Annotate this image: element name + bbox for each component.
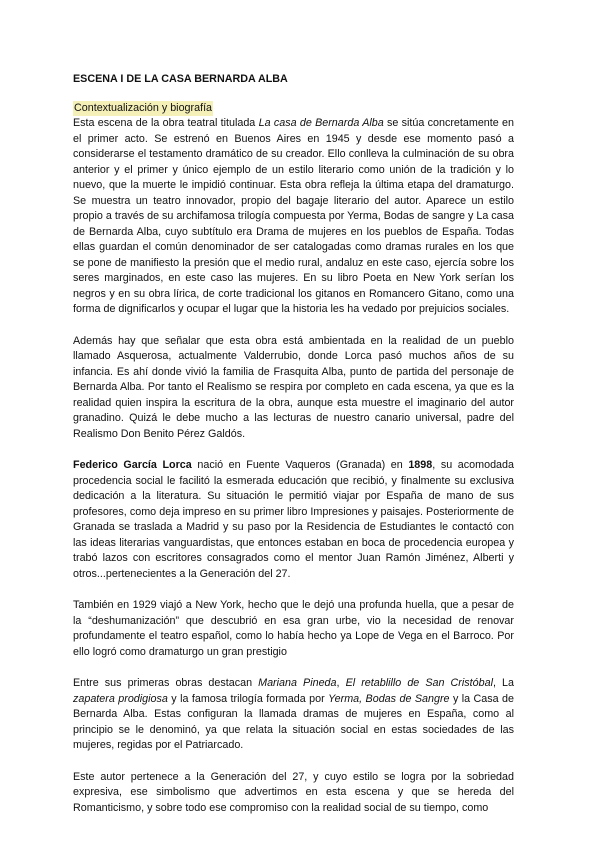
- p5-text-3: , La: [492, 677, 514, 689]
- paragraph-context: [73, 116, 514, 318]
- paragraph-works: [73, 676, 514, 754]
- p3-text-1: nació en Fuente Vaqueros (Granada) en: [191, 459, 409, 471]
- p5-work-3: zapatera prodigiosa: [73, 692, 168, 705]
- p5-text-5: y la Casa de Bernarda Alba. Estas configuran la llamada dramas de mujeres en España, como al principio se le denominó, ya que relata la situación social en estas sociedades de las mujeres, regidas por el Patriarcado.: [73, 692, 515, 751]
- page-title: ESCENA I DE LA CASA BERNARDA ALBA: [73, 73, 288, 85]
- p5-work-2: El retablillo de San Cristóbal: [345, 677, 493, 689]
- p3-text-2: , su acomodada procedencia social le facilitó la esmerada educación que recibió, y finalmente su exclusiva dedicación a la literatura. Su situación le permitió viajar por España de mano de sus profesores, como deja impreso en su primer libro Impresiones y paisajes. Posteriormente de Granada se traslada a Madrid y su paso por la Residencia de Estudiantes le contactó con las ideas literarias vanguardistas, que entonces estaban en boca de procedencia europea y trabó lazos con escritores consagrados como el mentor Juan Ramón Jiménez, Alberti y otros...pertenecientes a la Generación del 27.: [73, 459, 514, 580]
- p5-text-1: Entre sus primeras obras destacan: [73, 677, 259, 689]
- p1-text-2: se sitúa concretamente en el primer acto. Se estrenó en Buenos Aires en 1945 y desde ese momento pasó a considerarse el testamento dramático de su creador. Ello conlleva la culminación de su obra anterior y el primer y único ejemplo de un estilo literario como unión de la tradición y lo nuevo, que la muerte le impidió continuar. Esta obra refleja la última etapa del dramaturgo. Se muestra un teatro innovador, propio del bagaje literario del autor. Aparece un estilo propio a través de su archifamosa trilogía compuesta por Yerma, Bodas de sangre y La casa de Bernarda Alba, cuyo subtítulo era Drama de mujeres en los pueblos de España. Todas ellas guardan el común denominador de ser catalogadas como dramas rurales en los que se pone de manifiesto la presión que el medio rural, andaluz en este caso, ejercía sobre los seres marginados, en este caso las mujeres. En su libro Poeta en New York serían los negros y en su obra lírica, de corte tradicional los gitanos en Romancero Gitano, como una forma de dignificarlos y ocupar el lugar que la historia les ha vedado por prejuicios sociales.: [73, 117, 515, 315]
- paragraph-biography: [73, 458, 514, 582]
- p5-work-1: Mariana Pineda: [258, 677, 337, 689]
- p5-text-2: ,: [336, 677, 346, 689]
- p1-text-1: Esta escena de la obra teatral titulada: [73, 117, 259, 129]
- paragraph-generation-27: Este autor pertenece a la Generación del 27, y cuyo estilo se logra por la sobriedad expresiva, ese simbolismo que advertimos en esta escena y que se hereda del Romanticismo, y sobre todo ese compromiso con la realidad social de su tiempo, como: [73, 770, 514, 814]
- paragraph-new-york: También en 1929 viajó a New York, hecho que le dejó una profunda huella, que a pesar de la “deshumanización” que descubrió en esa gran urbe, vio la necesidad de renovar profundamente el teatro español, como lo había hecho ya Lope de Vega en el Barroco. Por ello logró como dramaturgo un gran prestigio: [73, 599, 514, 658]
- p1-work-title: La casa de Bernarda Alba: [258, 117, 384, 129]
- p5-text-4: y la famosa trilogía formada por: [167, 692, 329, 705]
- paragraph-setting: Además hay que señalar que esta obra está ambientada en la realidad de un pueblo llamado Asquerosa, actualmente Valderrubio, donde Lorca pasó muchos años de su infancia. Es ahí donde vivió la familia de Frasquita Alba, punto de partida del personaje de Bernarda Alba. Por tanto el Realismo se respira por completo en cada escena, ya que es la realidad quien inspira la escritura de la obra, aunque esta muestre el imaginario del autor granadino. Quizá le debe mucho a las lecturas de nuestro canario universal, padre del Realismo Don Benito Pérez Galdós.: [73, 334, 514, 440]
- section-heading: Contextualización y biografía: [73, 101, 213, 117]
- p3-birth-year: 1898: [408, 459, 433, 471]
- p3-author-name: Federico García Lorca: [73, 459, 192, 471]
- section-heading-wrapper: [73, 101, 514, 117]
- p5-work-4: Yerma, Bodas de Sangre: [328, 692, 450, 705]
